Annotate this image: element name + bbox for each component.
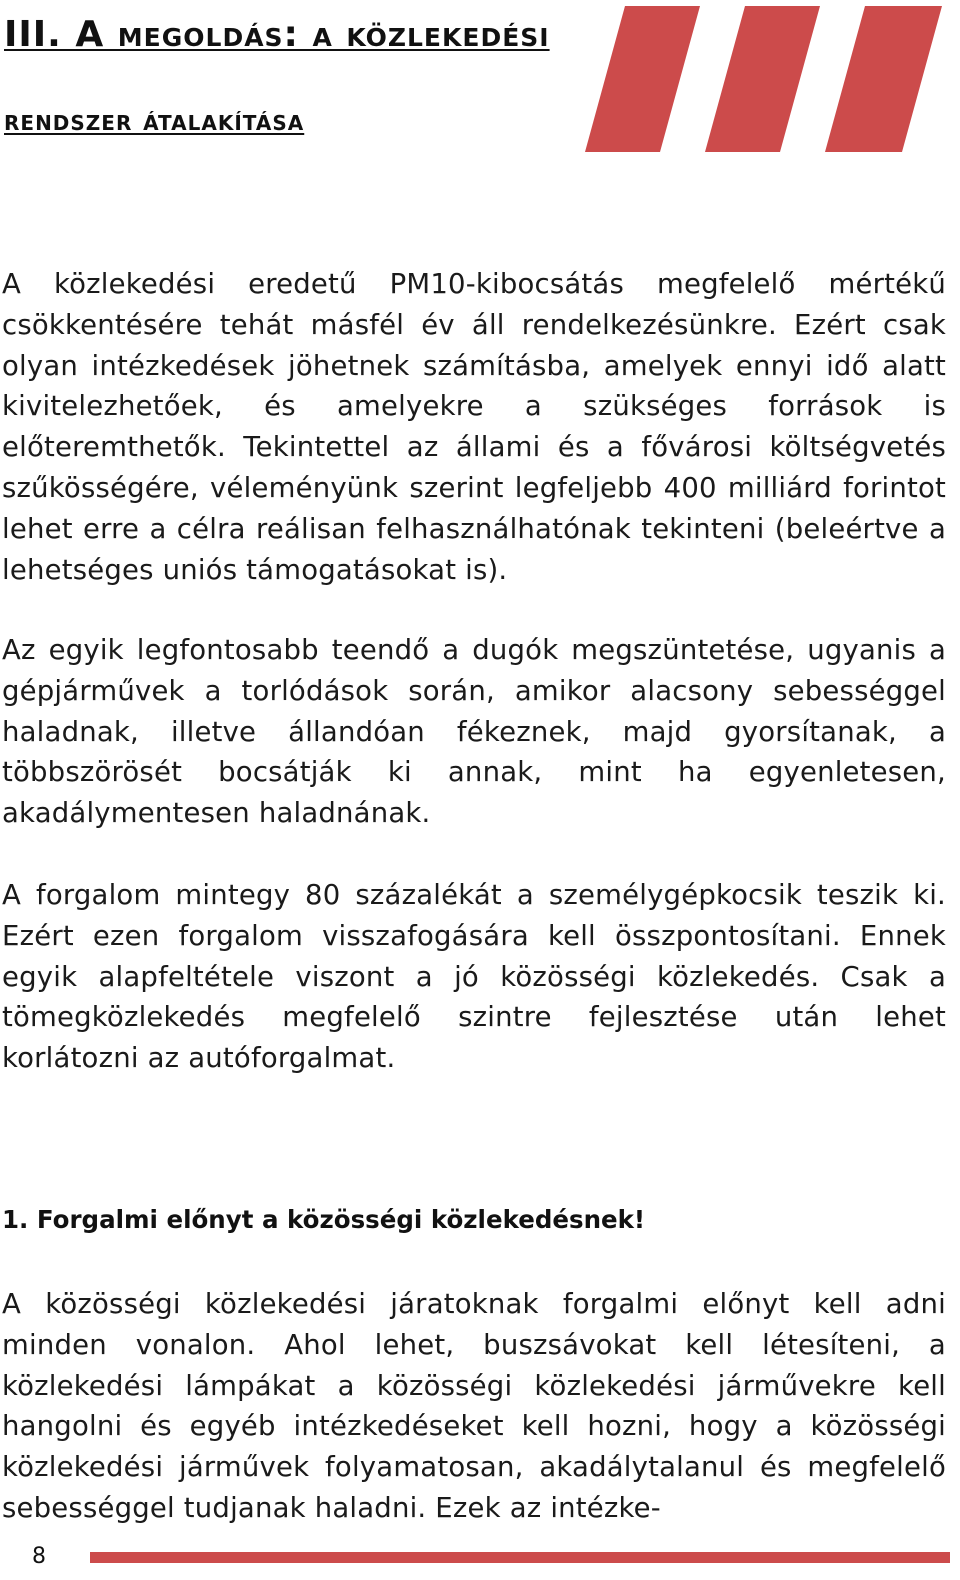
stripe-3	[825, 6, 942, 152]
chapter-title-line-2: rendszer átalakítása	[4, 104, 305, 137]
section-heading: 1. Forgalmi előnyt a közösségi közlekedésnek!	[2, 1205, 646, 1234]
body-paragraph-4: A közösségi közlekedési járatoknak forgalmi előnyt kell adni minden vonalon. Ahol lehet, buszsávokat kell létesíteni, a közlekedési lámpákat a közösségi közlekedési járművekre kell hangolni és egyéb intézkedéseket kell hozni, hogy a közösségi közlekedési járművek folyamatosan, akadálytalanul és megfelelő sebességgel tudjanak haladni. Ezek az intézke-	[2, 1288, 946, 1524]
chapter-title-line-1: III. A megoldás: a közlekedési	[4, 14, 550, 55]
footer-divider	[90, 1552, 950, 1563]
stripe-2	[705, 6, 820, 152]
body-paragraph-2: Az egyik legfontosabb teendő a dugók megszüntetése, ugyanis a gépjárművek a torlódások során, amikor alacsony sebességgel haladnak, illetve állandóan fékeznek, majd gyorsítanak, a többszörösét bocsátják ki annak, mint ha egyenletesen, akadálymentesen haladnának.	[2, 634, 946, 830]
body-paragraph-3: A forgalom mintegy 80 százalékát a személygépkocsik teszik ki. Ezért ezen forgalom visszafogására kell összpontosítani. Ennek egyik alapfeltétele viszont a jó közösségi közlekedés. Csak a tömegközlekedés megfelelő szintre fejlesztése után lehet korlátozni az autóforgalmat.	[2, 879, 946, 1075]
stripe-1	[585, 6, 700, 152]
body-paragraph-1: A közlekedési eredetű PM10-kibocsátás megfelelő mértékű csökkentésére tehát másfél év áll rendelkezésünkre. Ezért csak olyan intézkedések jöhetnek számításba, amelyek ennyi idő alatt kivitelezhetőek, és amelyekre a szükséges források is előteremthetők. Tekintettel az állami és a fővárosi költségvetés szűkösségére, véleményünk szerint legfeljebb 400 milliárd forintot lehet erre a célra reálisan felhasználhatónak tekinteni (beleértve a lehetséges uniós támogatásokat is).	[2, 268, 946, 586]
decorative-stripes	[580, 6, 950, 152]
page-number: 8	[32, 1544, 46, 1569]
